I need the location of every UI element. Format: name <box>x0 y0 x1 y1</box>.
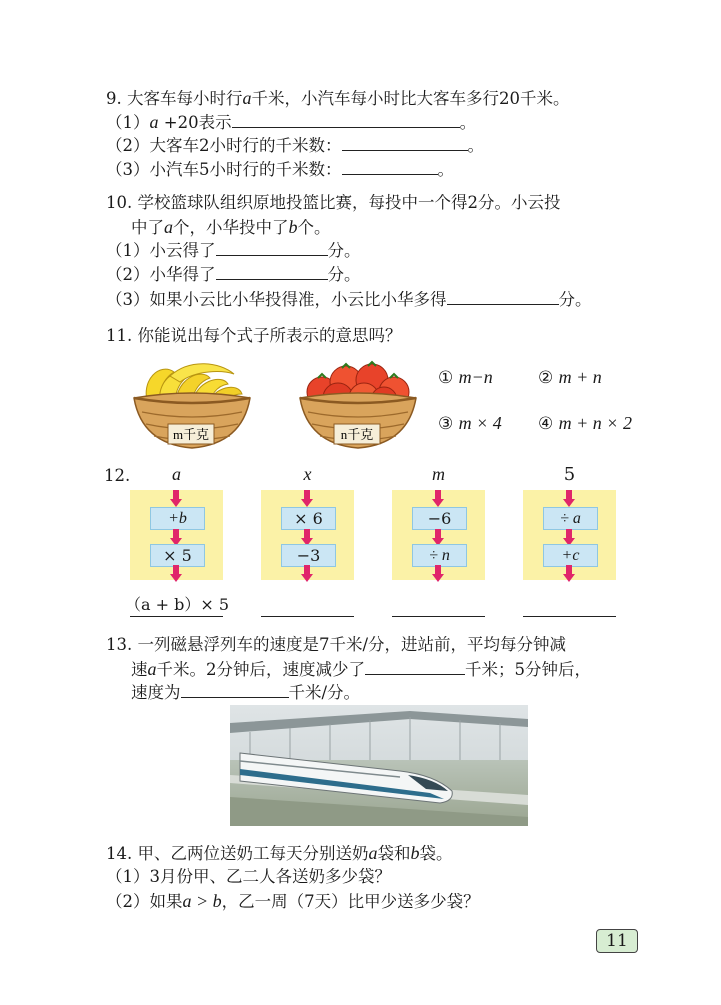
q10-sub1: （1）小云得了 分。 <box>106 241 361 260</box>
q11-option-2: ② m + n <box>538 367 602 388</box>
banana-basket-image <box>130 352 254 452</box>
down-arrow-icon <box>170 565 182 582</box>
q9-sub2: （2）大客车2小时行的千米数： 。 <box>106 136 484 155</box>
answer-blank[interactable] <box>342 136 468 151</box>
down-arrow-icon <box>301 565 313 582</box>
answer-blank[interactable] <box>232 113 460 128</box>
down-arrow-icon <box>301 490 313 507</box>
flow-answer-blank-2[interactable] <box>261 616 354 617</box>
flow-box-4 <box>523 490 616 580</box>
q11-option-1: ① m−n <box>438 367 493 388</box>
q14-sub2: （2）如果a > b，乙一周（7天）比甲少送多少袋？ <box>106 891 480 911</box>
down-arrow-icon <box>563 565 575 582</box>
flow-op-2a: × 6 <box>281 507 336 530</box>
q11-title: 11. 你能说出每个式子所表示的意思吗？ <box>106 326 402 345</box>
answer-blank[interactable] <box>447 290 559 305</box>
flow-op-1b: × 5 <box>150 544 205 567</box>
flow-op-2b: −3 <box>281 544 336 567</box>
page-number: 11 <box>596 929 638 953</box>
q13-line3: 速度为 千米/分。 <box>131 683 361 702</box>
down-arrow-icon <box>170 490 182 507</box>
answer-blank[interactable] <box>181 683 289 698</box>
q9-sub3: （3）小汽车5小时行的千米数： 。 <box>106 160 454 179</box>
q10-title: 10. 学校篮球队组织原地投篮比赛，每投中一个得2分。小云投 <box>106 193 561 212</box>
answer-blank[interactable] <box>216 265 328 280</box>
flow-input-3: m <box>432 464 445 484</box>
flow-answer-blank-3[interactable] <box>392 616 485 617</box>
q14-sub1: （1）3月份甲、乙二人各送奶多少袋？ <box>106 867 391 886</box>
q9-title: 9. 大客车每小时行a千米，小汽车每小时比大客车多行20千米。 <box>106 88 570 108</box>
basket-label-n: n千克 <box>340 427 374 442</box>
answer-blank[interactable] <box>342 160 438 175</box>
flow-input-2: x <box>303 464 312 484</box>
flow-box-1 <box>130 490 223 580</box>
flow-answer-blank-4[interactable] <box>523 616 616 617</box>
flow-op-4a: ÷ a <box>543 507 598 530</box>
q11-option-3: ③ m × 4 <box>438 413 502 434</box>
basket-label-m: m千克 <box>172 427 210 442</box>
flow-input-1: a <box>172 464 181 484</box>
q12-number: 12. <box>104 466 131 485</box>
down-arrow-icon <box>432 490 444 507</box>
flow-input-4: 5 <box>563 464 576 485</box>
flow-op-4b: +c <box>543 544 598 567</box>
q10-sub3: （3）如果小云比小华投得准，小云比小华多得 分。 <box>106 290 592 309</box>
tomato-basket-image <box>296 352 420 452</box>
down-arrow-icon <box>432 565 444 582</box>
q12-example-answer: （a + b）× 5 <box>125 595 230 614</box>
q13-line1: 13. 一列磁悬浮列车的速度是7千米/分，进站前，平均每分钟减 <box>106 635 567 654</box>
answer-blank[interactable] <box>216 241 328 256</box>
q10-sub2: （2）小华得了 分。 <box>106 265 361 284</box>
flow-op-3b: ÷ n <box>412 544 467 567</box>
flow-box-2 <box>261 490 354 580</box>
example-underline <box>130 616 223 617</box>
flow-op-3a: −6 <box>412 507 467 530</box>
q14-title: 14. 甲、乙两位送奶工每天分别送奶a袋和b袋。 <box>106 843 453 863</box>
maglev-train-photo <box>230 705 528 826</box>
down-arrow-icon <box>563 490 575 507</box>
q13-line2: 速a千米。2分钟后，速度减少了 千米；5分钟后， <box>131 659 591 679</box>
q10-title-line2: 中了a个，小华投中了b个。 <box>131 217 331 237</box>
flow-op-1a: +b <box>150 507 205 530</box>
q11-option-4: ④ m + n × 2 <box>538 413 632 434</box>
flow-box-3 <box>392 490 485 580</box>
q9-sub1: （1）a +20表示 。 <box>106 112 477 132</box>
answer-blank[interactable] <box>365 660 465 675</box>
